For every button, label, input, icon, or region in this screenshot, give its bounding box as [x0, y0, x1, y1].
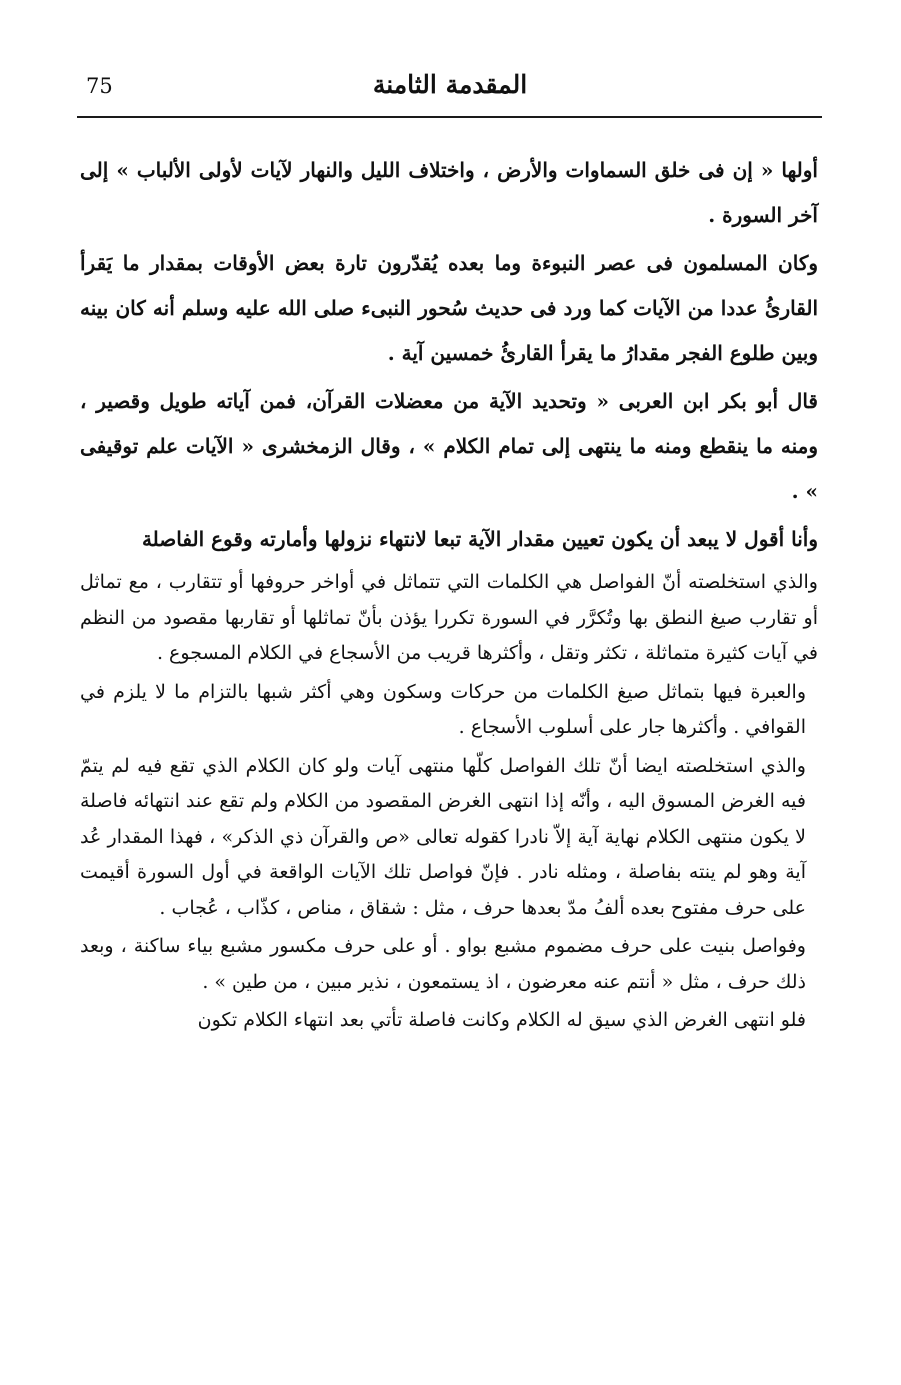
paragraph: قال أبو بكر ابن العربى « وتحديد الآية من معضلات القرآن، فمن آياته طويل وقصير ، ومنه ما ينقطع ومنه ما ينتهى إلى تمام الكلام » ، وقال الزمخشرى « الآيات علم توقيفى » . [80, 389, 818, 503]
body-text [80, 148, 818, 1042]
paragraph: فلو انتهى الغرض الذي سيق له الكلام وكانت فاصلة تأتي بعد انتهاء الكلام تكون [197, 1009, 806, 1031]
running-title: المقدمة الثامنة [372, 70, 528, 99]
paragraph: وأنا أقول لا يبعد أن يكون تعيين مقدار الآية تبعا لانتهاء نزولها وأمارته وقوع الفاصلة [141, 527, 818, 551]
paragraph: وفواصل بنيت على حرف مضموم مشبع بواو . أو على حرف مكسور مشبع بياء ساكنة ، وبعد ذلك حرف ، مثل « أنتم عنه معرضون ، اذ يستمعون ، نذير مبين ، من طين » . [80, 935, 806, 993]
page-number: 75 [86, 74, 113, 98]
paragraph: والعبرة فيها بتماثل صيغ الكلمات من حركات وسكون وهي أكثر شبها بالتزام ما لا يلزم في القوافي . وأكثرها جار على أسلوب الأسجاع . [80, 680, 806, 738]
paragraph: والذي استخلصته أنّ الفواصل هي الكلمات التي تتماثل في أواخر حروفها أو تتقارب ، مع تماثل أو تقارب صيغ النطق بها وتُكرَّر في السورة تكررا يؤذن بأنّ تماثلها أو تقاربها مقصود من النظم في آيات كثيرة متماثلة ، تكثر وتقل ، وأكثرها قريب من الأسجاع في الكلام المسجوع . [80, 571, 818, 664]
paragraph: أولها « إن فى خلق السماوات والأرض ، واختلاف الليل والنهار لآيات لأولى الألباب » إلى آخر السورة . [80, 158, 818, 227]
paragraph: وكان المسلمون فى عصر النبوءة وما بعده يُقدّرون تارة بعض الأوقات بمقدار ما يَقرأ القارئُ عددا من الآيات كما ورد فى حديث سُحور النبىء صلى الله عليه وسلم أنه كان بينه وبين طلوع الفجر مقدارُ ما يقرأ القارئُ خمسين آية . [80, 251, 818, 365]
paragraph: والذي استخلصته ايضا أنّ تلك الفواصل كلّها منتهى آيات ولو كان الكلام الذي تقع فيه لم يتمّ فيه الغرض المسوق اليه ، وأنّه إذا انتهى الغرض المقصود من الكلام ولم تقع عند انتهائه فاصلة لا يكون منتهى الكلام نهاية آية إلاّ نادرا كقوله تعالى «ص والقرآن ذي الذكر» ، فهذا المقدار عُد آية وهو لم ينته بفاصلة ، ومثله نادر . فإنّ فواصل تلك الآيات الواقعة في أول السورة أقيمت على حرف مفتوح بعده ألفُ مدّ بعدها حرف ، مثل : شقاق ، مناص ، كذّاب ، عُجاب . [80, 754, 806, 919]
header-rule [77, 116, 822, 118]
